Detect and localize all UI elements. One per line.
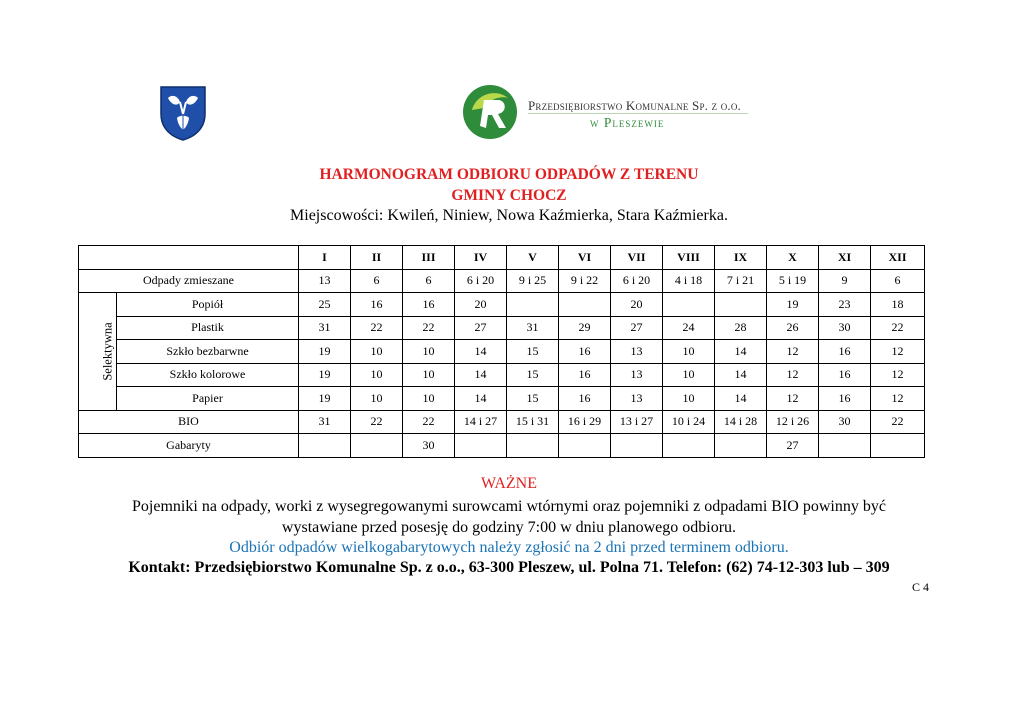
table-cell	[715, 434, 767, 458]
table-cell: 12	[871, 363, 925, 387]
month-header: XII	[871, 246, 925, 270]
table-header-row	[79, 246, 925, 270]
table-cell: 19	[299, 340, 351, 364]
important-heading: WAŻNE	[481, 475, 537, 492]
table-cell: 6 i 20	[611, 269, 663, 293]
table-cell: 22	[351, 316, 403, 340]
table-cell: 23	[819, 293, 871, 317]
row-label: Plastik	[117, 316, 299, 340]
table-cell: 12	[767, 340, 819, 364]
table-cell: 10	[351, 387, 403, 411]
table-cell: 22	[351, 410, 403, 434]
company-logo	[462, 82, 762, 144]
table-cell: 24	[663, 316, 715, 340]
table-cell: 20	[611, 293, 663, 317]
table-cell: 16	[819, 340, 871, 364]
table-cell: 14	[455, 363, 507, 387]
table-cell: 31	[299, 410, 351, 434]
table-cell: 16	[819, 387, 871, 411]
table-cell: 22	[403, 316, 455, 340]
month-header: I	[299, 246, 351, 270]
table-cell: 15	[507, 340, 559, 364]
month-header: VI	[559, 246, 611, 270]
table-row	[79, 293, 925, 317]
table-cell: 14	[715, 387, 767, 411]
month-header: VIII	[663, 246, 715, 270]
table-cell: 19	[767, 293, 819, 317]
table-row	[79, 269, 925, 293]
table-cell: 30	[819, 316, 871, 340]
table-cell	[559, 434, 611, 458]
table-cell: 18	[871, 293, 925, 317]
table-cell: 26	[767, 316, 819, 340]
table-cell: 16	[559, 363, 611, 387]
table-row	[79, 340, 925, 364]
document-title: HARMONOGRAM ODBIORU ODPADÓW Z TERENU	[319, 166, 699, 183]
table-cell: 30	[403, 434, 455, 458]
row-label: Szkło bezbarwne	[117, 340, 299, 364]
table-cell: 14	[455, 387, 507, 411]
table-cell: 31	[299, 316, 351, 340]
row-label: Odpady zmieszane	[79, 269, 299, 293]
table-cell: 10	[403, 363, 455, 387]
schedule-table	[78, 245, 925, 458]
table-cell: 10 i 24	[663, 410, 715, 434]
row-label: Szkło kolorowe	[117, 363, 299, 387]
table-cell: 13 i 27	[611, 410, 663, 434]
table-cell	[819, 434, 871, 458]
table-cell: 10	[403, 340, 455, 364]
document-title-municipality: GMINY CHOCZ	[451, 187, 567, 204]
table-cell: 10	[351, 363, 403, 387]
table-cell: 14	[715, 340, 767, 364]
table-cell: 27	[455, 316, 507, 340]
table-cell: 27	[611, 316, 663, 340]
notice-text: Pojemniki na odpady, worki z wysegregowanymi surowcami wtórnymi oraz pojemniki z odpadami BIO powinny być wystawiane przed posesję do godziny 7:00 w dniu planowego odbioru.	[132, 498, 886, 536]
table-cell: 15	[507, 363, 559, 387]
table-cell	[507, 434, 559, 458]
table-cell: 12 i 26	[767, 410, 819, 434]
table-cell	[715, 293, 767, 317]
company-city: w Pleszewie	[590, 115, 665, 130]
table-cell: 9	[819, 269, 871, 293]
table-cell	[455, 434, 507, 458]
bulky-waste-notice: Odbiór odpadów wielkogabarytowych należy zgłosić na 2 dni przed terminem odbioru.	[229, 539, 789, 556]
table-cell: 13	[611, 340, 663, 364]
month-header: XI	[819, 246, 871, 270]
table-cell: 10	[663, 387, 715, 411]
table-cell: 9 i 22	[559, 269, 611, 293]
company-name: Przedsiębiorstwo Komunalne Sp. z o.o.	[528, 98, 741, 113]
table-cell: 5 i 19	[767, 269, 819, 293]
table-cell: 22	[871, 410, 925, 434]
table-cell: 12	[767, 387, 819, 411]
table-cell: 6 i 20	[455, 269, 507, 293]
table-cell: 16 i 29	[559, 410, 611, 434]
table-cell: 29	[559, 316, 611, 340]
month-header: II	[351, 246, 403, 270]
table-cell: 10	[351, 340, 403, 364]
table-row	[79, 316, 925, 340]
table-cell: 13	[611, 387, 663, 411]
table-cell	[299, 434, 351, 458]
table-cell: 20	[455, 293, 507, 317]
table-cell: 10	[663, 363, 715, 387]
table-cell: 28	[715, 316, 767, 340]
table-row	[79, 434, 925, 458]
table-cell: 22	[871, 316, 925, 340]
table-cell	[559, 293, 611, 317]
table-cell: 15 i 31	[507, 410, 559, 434]
table-cell: 12	[871, 387, 925, 411]
table-cell: 22	[403, 410, 455, 434]
table-cell: 12	[767, 363, 819, 387]
document-code: C 4	[912, 580, 930, 594]
coat-of-arms-icon	[158, 84, 208, 142]
table-cell: 19	[299, 363, 351, 387]
table-cell	[351, 434, 403, 458]
table-cell	[507, 293, 559, 317]
table-cell: 13	[299, 269, 351, 293]
table-cell: 13	[611, 363, 663, 387]
table-cell: 14	[715, 363, 767, 387]
localities: Miejscowości: Kwileń, Niniew, Nowa Kaźmierka, Stara Kaźmierka.	[290, 207, 728, 224]
contact-info: Kontakt: Przedsiębiorstwo Komunalne Sp. z o.o., 63-300 Pleszew, ul. Polna 71. Telefon: (62) 74-12-303 lub – 309	[128, 559, 890, 576]
month-header: IX	[715, 246, 767, 270]
table-cell: 6	[403, 269, 455, 293]
table-row	[79, 363, 925, 387]
table-cell: 14	[455, 340, 507, 364]
month-header: III	[403, 246, 455, 270]
table-cell: 30	[819, 410, 871, 434]
table-cell: 9 i 25	[507, 269, 559, 293]
table-cell: 10	[663, 340, 715, 364]
logo-divider	[528, 113, 748, 114]
table-cell: 31	[507, 316, 559, 340]
table-cell: 6	[871, 269, 925, 293]
month-header: IV	[455, 246, 507, 270]
month-header: X	[767, 246, 819, 270]
table-row	[79, 387, 925, 411]
table-cell: 4 i 18	[663, 269, 715, 293]
month-header: V	[507, 246, 559, 270]
table-cell: 16	[559, 387, 611, 411]
row-label: Papier	[117, 387, 299, 411]
table-cell: 16	[403, 293, 455, 317]
green-r-logo-icon	[462, 82, 520, 142]
table-cell: 27	[767, 434, 819, 458]
table-cell: 6	[351, 269, 403, 293]
table-cell	[663, 293, 715, 317]
table-cell: 7 i 21	[715, 269, 767, 293]
table-cell: 16	[559, 340, 611, 364]
table-cell: 16	[819, 363, 871, 387]
table-cell	[871, 434, 925, 458]
header-blank-cell	[79, 246, 299, 270]
table-cell: 10	[403, 387, 455, 411]
selective-group-label: Selektywna	[79, 293, 117, 411]
table-cell: 15	[507, 387, 559, 411]
table-row	[79, 410, 925, 434]
table-cell: 19	[299, 387, 351, 411]
table-cell: 14 i 28	[715, 410, 767, 434]
table-cell: 16	[351, 293, 403, 317]
row-label: BIO	[79, 410, 299, 434]
table-cell	[611, 434, 663, 458]
row-label: Gabaryty	[79, 434, 299, 458]
table-cell: 14 i 27	[455, 410, 507, 434]
month-header: VII	[611, 246, 663, 270]
table-cell	[663, 434, 715, 458]
table-cell: 25	[299, 293, 351, 317]
table-cell: 12	[871, 340, 925, 364]
row-label: Popiół	[117, 293, 299, 317]
